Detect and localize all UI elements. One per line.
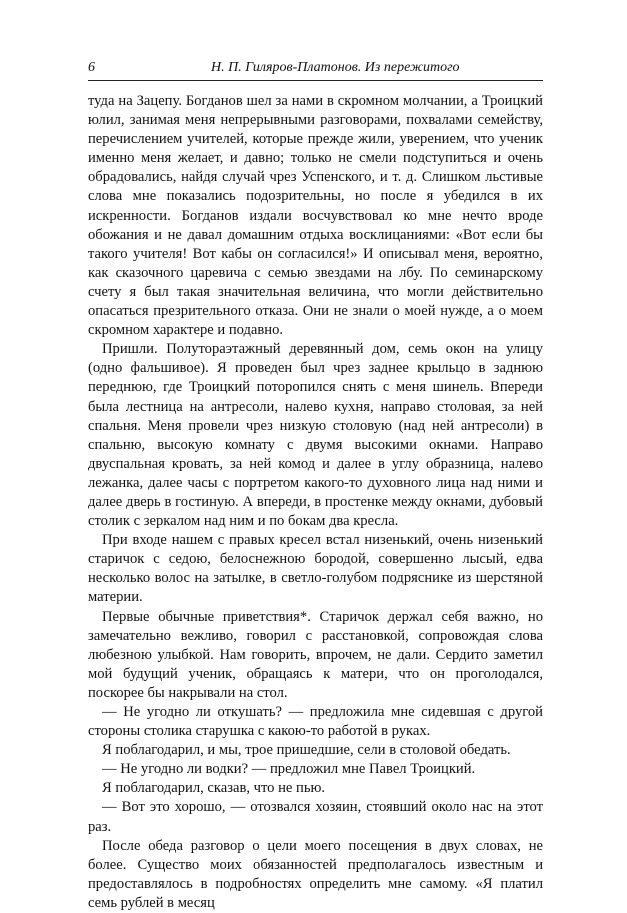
paragraph: — Вот это хорошо, — отозвался хозяин, стоявший около нас на этот раз. <box>88 799 543 835</box>
paragraph: Я поблагодарил, сказав, что не пью. <box>102 780 326 797</box>
paragraph: — Не угодно ли водки? — предложил мне Павел Троицкий. <box>102 761 476 778</box>
paragraph: туда на Зацепу. Богданов шел за нами в скромном молчании, а Троицкий юлил, занимая меня непрерывными разговорами, похвалами семейству, перечислением учителей, которые прежде жили, уверением, что ученик именно меня желает, и давно; только не смели подступиться и очень обрадовались, найдя случай чрез Успенского, и т. д. Слишком льстивые слова мне показались подозрительны, но после я убедился в их искренности. Богданов издали восчувствовал ко мне нечто вроде обожания и не давал домашним отдыха восклицаниями: «Вот если бы такого учителя! Вот кабы он согласился!» И описывал меня, вероятно, как сказочного царевича с семью звездами на лбу. По семинарскому счету я был такая значительная величина, что могли действительно опасаться презрительного отказа. Они не знали о моей нужде, а о моем скромном характере и подавно. <box>88 93 543 339</box>
body-text <box>88 92 543 913</box>
page-header <box>88 58 543 81</box>
running-title: Н. П. Гиляров-Платонов. Из пережитого <box>211 60 460 75</box>
paragraph: Я поблагодарил, и мы, трое пришедшие, сели в столовой обедать. <box>102 742 511 759</box>
paragraph: Пришли. Полутораэтажный деревянный дом, семь окон на улицу (одно фальшивое). Я проведен был чрез заднее крыльцо в заднюю переднюю, где Троицкий поторопился снять с меня шинель. Впереди была лестница на антресоли, налево кухня, направо столовая, за ней спальня. Меня провели чрез низкую столовую (над ней антресоли) в спальню, высокую комнату с двумя высокими окнами. Направо двуспальная кровать, за ней комод и далее в углу образница, налево лежанка, далее часы с портретом какого-то духовного лица над ними и далее дверь в гостиную. А впереди, в простенке между окнами, дубовый столик с зеркалом над ним и по бокам два кресла. <box>88 341 543 530</box>
paragraph: При входе нашем с правых кресел встал низенький, очень низенький старичок с седою, белоснежною бородой, совершенно лысый, едва несколько волос на затылке, в светло-голубом подряснике из шерстяной материи. <box>88 532 543 606</box>
paragraph: После обеда разговор о цели моего посещения в двух словах, не более. Существо моих обязанностей предполагалось известным и предоставлялось в подробностях определить мне самому. «Я платил семь рублей в месяц <box>88 837 543 911</box>
paragraph: — Не угодно ли откушать? — предложила мне сидевшая с другой стороны столика старушка с какою-то работой в руках. <box>88 704 543 740</box>
page-number: 6 <box>88 60 95 75</box>
paragraph: Первые обычные приветствия*. Старичок держал себя важно, но замечательно вежливо, говорил с расстановкой, сопровождая слова любезною улыбкой. Нам говорить, впрочем, не дали. Сердито заметил мой будущий ученик, обращаясь к матери, что он проголодался, поскорее бы накрывали на стол. <box>88 608 543 701</box>
